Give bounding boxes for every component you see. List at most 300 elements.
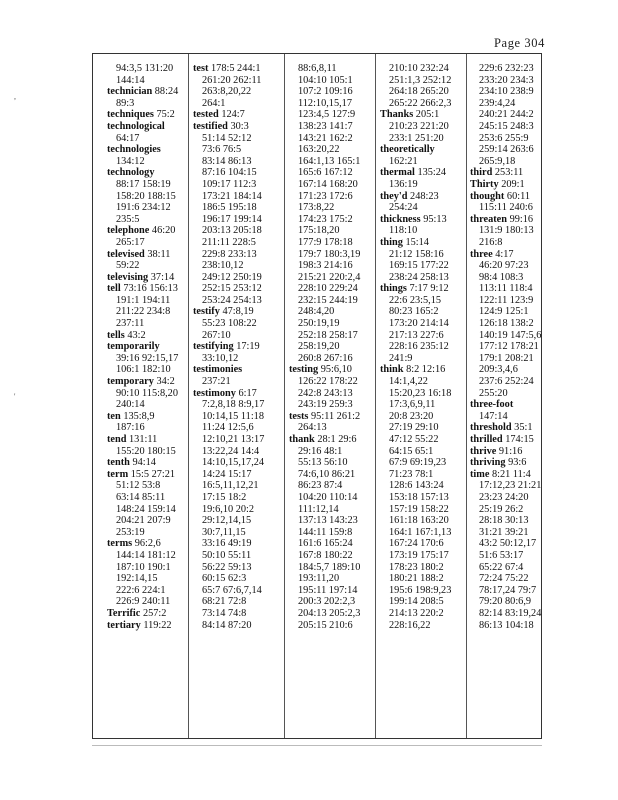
- index-entry: [107, 620, 178, 632]
- index-entry: [380, 364, 451, 376]
- entry-term: testimonies: [193, 364, 243, 376]
- entry-term: tenth: [107, 457, 130, 469]
- entry-continuation: 253:19: [116, 526, 145, 538]
- entry-continuation: 126:22 178:22: [298, 376, 358, 388]
- entry-continuation: 111:12,14: [298, 503, 339, 515]
- entry-continuation: 191:6 234:12: [116, 202, 171, 214]
- entry-term: testifying: [193, 341, 234, 353]
- entry-refs: 30:3: [230, 120, 249, 132]
- entry-continuation: 98:4 108:3: [479, 271, 524, 283]
- index-entry: [193, 364, 264, 376]
- index-entry: [107, 249, 178, 261]
- entry-continuation: 195:6 198:9,23: [389, 584, 452, 596]
- index-entry: [107, 109, 178, 121]
- entry-continuation: 23:23 24:20: [479, 491, 529, 503]
- index-entry: [107, 376, 178, 388]
- entry-term: Terrific: [107, 607, 141, 619]
- entry-refs: 88:24: [154, 86, 179, 98]
- entry-continuation: 211:22 234:8: [116, 306, 171, 318]
- entry-term: theoretically: [380, 144, 435, 156]
- entry-continuation: 13:22,24 14:4: [202, 445, 260, 457]
- entry-continuation: 138:23 141:7: [298, 120, 353, 132]
- entry-continuation: 229:6 232:23: [479, 63, 534, 74]
- index-entry: [380, 167, 451, 179]
- entry-continuation: 155:20 180:15: [116, 445, 176, 457]
- entry-continuation: 254:24: [389, 202, 418, 214]
- index-entry: [470, 179, 541, 191]
- entry-continuation: 104:10 105:1: [298, 74, 353, 86]
- entry-continuation: 12:10,21 13:17: [202, 434, 265, 445]
- entry-continuation: 74:6,10 86:21: [298, 468, 356, 480]
- entry-continuation: 51:12 53:8: [116, 480, 161, 492]
- entry-term: tertiary: [107, 619, 141, 631]
- entry-refs: 94:14: [132, 457, 156, 469]
- entry-continuation: 14:1,4,22: [389, 376, 428, 388]
- entry-continuation: 55:23 108:22: [202, 318, 257, 330]
- entry-refs: 257:2: [142, 607, 167, 619]
- entry-continuation: 78:17,24 79:7: [479, 584, 537, 596]
- entry-continuation: 191:1 194:11: [116, 294, 171, 306]
- entry-continuation: 67:9 69:19,23: [389, 457, 447, 469]
- index-entry: [107, 283, 178, 295]
- entry-continuation: 180:21 188:2: [389, 573, 444, 585]
- entry-refs: 124:7: [221, 109, 245, 121]
- index-entry: [470, 399, 541, 411]
- entry-term: temporarily: [107, 341, 160, 353]
- column-divider: [466, 54, 467, 738]
- entry-refs: 95:6,10: [320, 364, 352, 376]
- entry-continuation: 237:11: [116, 318, 145, 330]
- entry-continuation: 258:19,20: [298, 341, 340, 353]
- entry-continuation: 11:24 12:5,6: [202, 422, 254, 434]
- entry-continuation: 89:3: [116, 97, 135, 109]
- entry-refs: 99:16: [509, 213, 534, 225]
- entry-continuation: 233:1 251:20: [389, 132, 444, 144]
- index-entry: [107, 457, 178, 469]
- entry-refs: 119:22: [143, 619, 172, 631]
- entry-continuation: 88:17 158:19: [116, 178, 171, 190]
- entry-continuation: 29:12,14,15: [202, 515, 252, 527]
- entry-continuation: 209:3,4,6: [479, 364, 518, 376]
- entry-continuation: 265:22 266:2,3: [389, 97, 452, 109]
- entry-refs: 93:6: [508, 457, 527, 469]
- index-entry: [193, 109, 264, 121]
- entry-refs: 8:2 12:16: [406, 364, 446, 376]
- entry-term: tell: [107, 283, 121, 295]
- entry-continuation: 210:23 221:20: [389, 120, 449, 132]
- entry-refs: 135:24: [417, 167, 447, 179]
- entry-continuation: 265:9,18: [479, 155, 516, 167]
- entry-continuation: 204:21 207:9: [116, 515, 171, 527]
- entry-continuation: 20:8 23:20: [389, 410, 434, 422]
- entry-continuation: 124:9 125:1: [479, 306, 529, 318]
- entry-continuation: 177:12 178:21: [479, 341, 539, 353]
- entry-continuation: 158:20 188:15: [116, 190, 176, 202]
- entry-term: televised: [107, 248, 145, 260]
- entry-refs: 38:11: [147, 248, 171, 260]
- entry-continuation: 251:1,3 252:12: [389, 74, 452, 86]
- entry-continuation: 167:24 170:6: [389, 538, 444, 550]
- entry-continuation: 186:5 195:18: [202, 202, 257, 214]
- entry-continuation: 196:17 199:14: [202, 213, 262, 225]
- entry-continuation: 122:11 123:9: [479, 294, 534, 306]
- entry-continuation: 239:4,24: [479, 97, 516, 109]
- entry-term: things: [380, 283, 407, 295]
- entry-continuation: 33:10,12: [202, 352, 239, 364]
- entry-continuation: 47:12 55:22: [389, 434, 439, 445]
- entry-continuation: 264:13: [298, 422, 327, 434]
- index-entry: [193, 63, 264, 75]
- entry-continuation: 173:19 175:17: [389, 549, 449, 561]
- entry-continuation: 237:21: [202, 376, 231, 388]
- entry-continuation: 179:1 208:21: [479, 352, 534, 364]
- entry-continuation: 90:10 115:8,20: [116, 387, 178, 399]
- index-column: [107, 63, 178, 631]
- entry-continuation: 174:23 175:2: [298, 213, 353, 225]
- index-entry: [289, 434, 360, 446]
- entry-refs: 15:14: [405, 236, 429, 248]
- entry-continuation: 164:1,13 165:1: [298, 155, 361, 167]
- entry-term: ten: [107, 410, 121, 422]
- index-entry: [470, 214, 541, 226]
- entry-refs: 209:1: [501, 178, 525, 190]
- entry-term: threshold: [470, 422, 512, 434]
- entry-refs: 95:11 261:2: [311, 410, 361, 422]
- entry-continuation: 178:23 180:2: [389, 561, 444, 573]
- entry-continuation: 144:14 181:12: [116, 549, 176, 561]
- entry-continuation: 63:14 85:11: [116, 491, 166, 503]
- entry-continuation: 50:10 55:11: [202, 549, 252, 561]
- entry-term: technician: [107, 86, 153, 98]
- entry-continuation: 123:4,5 127:9: [298, 109, 356, 121]
- index-entry: [107, 608, 178, 620]
- entry-refs: 15:5 27:21: [130, 468, 176, 480]
- index-entry: [193, 341, 264, 353]
- entry-continuation: 153:18 157:13: [389, 491, 449, 503]
- entry-continuation: 83:14 86:13: [202, 155, 252, 167]
- entry-continuation: 56:22 59:13: [202, 561, 252, 573]
- index-column: [470, 63, 541, 631]
- entry-refs: 91:16: [498, 445, 523, 457]
- entry-continuation: 16:5,11,12,21: [202, 480, 259, 492]
- entry-continuation: 267:10: [202, 329, 231, 341]
- entry-term: temporary: [107, 376, 154, 388]
- entry-term: tend: [107, 434, 127, 445]
- entry-continuation: 169:15 177:22: [389, 260, 449, 272]
- entry-continuation: 14:10,15,17,24: [202, 457, 265, 469]
- entry-continuation: 17:15 18:2: [202, 491, 247, 503]
- entry-term: three-foot: [470, 399, 514, 411]
- entry-continuation: 17:3,6,9,11: [389, 399, 436, 411]
- entry-continuation: 204:13 205:2,3: [298, 607, 361, 619]
- entry-continuation: 28:18 30:13: [479, 515, 529, 527]
- entry-continuation: 144:11 159:8: [298, 526, 353, 538]
- entry-continuation: 136:19: [389, 178, 418, 190]
- index-column: [380, 63, 451, 631]
- entry-continuation: 106:1 182:10: [116, 364, 171, 376]
- margin-mark: ,: [14, 92, 16, 101]
- index-entry: [107, 121, 178, 133]
- entry-continuation: 64:15 65:1: [389, 445, 434, 457]
- index-entry: [107, 330, 178, 342]
- entry-continuation: 128:6 143:24: [389, 480, 444, 492]
- entry-continuation: 199:14 208:5: [389, 596, 444, 608]
- entry-continuation: 115:11 240:6: [479, 202, 533, 214]
- entry-continuation: 164:1 167:1,13: [389, 526, 452, 538]
- entry-continuation: 211:11 228:5: [202, 236, 256, 248]
- entry-refs: 205:1: [415, 109, 440, 121]
- entry-continuation: 260:8 267:16: [298, 352, 353, 364]
- entry-continuation: 198:3 214:16: [298, 260, 353, 272]
- entry-continuation: 167:8 180:22: [298, 549, 353, 561]
- margin-mark: ': [14, 392, 16, 401]
- index-entry: [107, 538, 178, 550]
- index-entry: [107, 469, 178, 481]
- entry-refs: 174:15: [505, 434, 534, 445]
- entry-continuation: 10:14,15 11:18: [202, 410, 264, 422]
- entry-continuation: 31:21 39:21: [479, 526, 529, 538]
- entry-refs: 60:11: [506, 190, 530, 202]
- entry-continuation: 173:8,22: [298, 202, 335, 214]
- entry-continuation: 162:21: [389, 155, 418, 167]
- entry-term: tells: [107, 329, 125, 341]
- entry-refs: 95:13: [423, 213, 447, 225]
- entry-term: thing: [380, 236, 403, 248]
- entry-refs: 4:17: [495, 248, 514, 260]
- entry-refs: 6:17: [238, 387, 257, 399]
- index-entry: [380, 214, 451, 226]
- entry-continuation: 235:5: [116, 213, 140, 225]
- entry-continuation: 157:19 158:22: [389, 503, 449, 515]
- entry-continuation: 263:8,20,22: [202, 86, 252, 98]
- entry-continuation: 255:20: [479, 387, 508, 399]
- index-entry: [380, 237, 451, 249]
- entry-refs: 34:2: [156, 376, 175, 388]
- entry-refs: 135:8,9: [123, 410, 155, 422]
- index-entry: [470, 422, 541, 434]
- entry-continuation: 88:6,8,11: [298, 63, 337, 74]
- entry-continuation: 245:15 248:3: [479, 120, 534, 132]
- entry-continuation: 264:1: [202, 97, 226, 109]
- entry-refs: 248:23: [410, 190, 439, 202]
- column-divider: [284, 54, 285, 738]
- entry-continuation: 86:23 87:4: [298, 480, 343, 492]
- entry-continuation: 14:24 15:17: [202, 468, 252, 480]
- entry-refs: 7:17 9:12: [409, 283, 449, 295]
- index-entry: [470, 191, 541, 203]
- entry-continuation: 243:19 259:3: [298, 399, 353, 411]
- column-divider: [375, 54, 376, 738]
- entry-continuation: 22:6 23:5,15: [389, 294, 442, 306]
- entry-continuation: 71:23 78:1: [389, 468, 434, 480]
- index-entry: [193, 121, 264, 133]
- entry-continuation: 43:2 50:12,17: [479, 538, 537, 550]
- entry-continuation: 113:11 118:4: [479, 283, 533, 295]
- entry-term: terms: [107, 538, 133, 550]
- entry-continuation: 68:21 72:8: [202, 596, 247, 608]
- entry-continuation: 30:7,11,15: [202, 526, 246, 538]
- entry-continuation: 73:6 76:5: [202, 144, 242, 156]
- entry-term: thriving: [470, 457, 506, 469]
- entry-continuation: 80:23 165:2: [389, 306, 439, 318]
- entry-refs: 17:19: [236, 341, 260, 353]
- entry-term: thermal: [380, 167, 415, 179]
- index-entry: [470, 446, 541, 458]
- entry-continuation: 51:6 53:17: [479, 549, 524, 561]
- entry-continuation: 107:2 109:16: [298, 86, 353, 98]
- entry-continuation: 259:14 263:6: [479, 144, 534, 156]
- entry-continuation: 143:21 162:2: [298, 132, 353, 144]
- entry-continuation: 82:14 83:19,24: [479, 607, 542, 619]
- entry-continuation: 144:14: [116, 74, 145, 86]
- entry-continuation: 86:13 104:18: [479, 619, 534, 631]
- entry-term: term: [107, 468, 129, 480]
- entry-continuation: 253:6 255:9: [479, 132, 529, 144]
- entry-continuation: 200:3 202:2,3: [298, 596, 356, 608]
- entry-term: three: [470, 248, 493, 260]
- entry-continuation: 240:14: [116, 399, 145, 411]
- entry-continuation: 192:14,15: [116, 573, 158, 585]
- entry-continuation: 104:20 110:14: [298, 491, 358, 503]
- entry-continuation: 241:9: [389, 352, 413, 364]
- entry-continuation: 228:16,22: [389, 619, 431, 631]
- entry-continuation: 175:18,20: [298, 225, 340, 237]
- entry-continuation: 73:14 74:8: [202, 607, 247, 619]
- index-entry: [470, 249, 541, 261]
- entry-continuation: 203:13 205:18: [202, 225, 262, 237]
- entry-continuation: 187:10 190:1: [116, 561, 171, 573]
- entry-term: Thirty: [470, 178, 499, 190]
- entry-continuation: 173:21 184:14: [202, 190, 262, 202]
- entry-continuation: 19:6,10 20:2: [202, 503, 255, 515]
- entry-term: testify: [193, 306, 220, 318]
- entry-term: testimony: [193, 387, 236, 399]
- entry-term: testing: [289, 364, 319, 376]
- index-entry: [470, 434, 541, 446]
- entry-continuation: 184:5,7 189:10: [298, 561, 361, 573]
- index-entry: [193, 306, 264, 318]
- entry-term: thought: [470, 190, 505, 202]
- entry-continuation: 17:12,23 21:21: [479, 480, 542, 492]
- entry-continuation: 214:13 220:2: [389, 607, 444, 619]
- index-entry: [289, 411, 360, 423]
- entry-refs: 43:2: [127, 329, 146, 341]
- entry-continuation: 228:10 229:24: [298, 283, 358, 295]
- entry-refs: 46:20: [151, 225, 176, 237]
- entry-term: technological: [107, 120, 165, 132]
- entry-continuation: 210:10 232:24: [389, 63, 449, 74]
- entry-continuation: 161:6 165:24: [298, 538, 353, 550]
- entry-continuation: 226:9 240:11: [116, 596, 171, 608]
- entry-continuation: 238:24 258:13: [389, 271, 449, 283]
- index-entry: [107, 225, 178, 237]
- entry-continuation: 165:6 167:12: [298, 167, 353, 179]
- entry-continuation: 250:19,19: [298, 318, 340, 330]
- entry-continuation: 59:22: [116, 260, 140, 272]
- entry-continuation: 179:7 180:3,19: [298, 248, 361, 260]
- entry-continuation: 249:12 250:19: [202, 271, 262, 283]
- entry-continuation: 232:15 244:19: [298, 294, 358, 306]
- entry-continuation: 217:13 227:6: [389, 329, 444, 341]
- entry-continuation: 27:19 29:10: [389, 422, 439, 434]
- index-entry: [470, 457, 541, 469]
- entry-continuation: 264:18 265:20: [389, 86, 449, 98]
- entry-continuation: 118:10: [389, 225, 418, 237]
- entry-term: test: [193, 63, 209, 74]
- entry-refs: 131:11: [129, 434, 158, 445]
- entry-continuation: 72:24 75:22: [479, 573, 529, 585]
- index-entry: [380, 144, 451, 156]
- entry-continuation: 87:16 104:15: [202, 167, 257, 179]
- entry-term: testified: [193, 120, 228, 132]
- index-entry: [107, 411, 178, 423]
- entry-term: think: [380, 364, 404, 376]
- entry-continuation: 147:14: [479, 410, 508, 422]
- entry-term: tested: [193, 109, 219, 121]
- entry-refs: 73:16 156:13: [123, 283, 178, 295]
- entry-continuation: 25:19 26:2: [479, 503, 524, 515]
- entry-term: thrive: [470, 445, 497, 457]
- entry-continuation: 29:16 48:1: [298, 445, 343, 457]
- entry-continuation: 229:8 233:13: [202, 248, 257, 260]
- entry-continuation: 137:13 143:23: [298, 515, 358, 527]
- entry-continuation: 112:10,15,17: [298, 97, 352, 109]
- entry-continuation: 253:24 254:13: [202, 294, 262, 306]
- index-entry: [380, 191, 451, 203]
- entry-continuation: 237:6 252:24: [479, 376, 534, 388]
- index-entry: [470, 469, 541, 481]
- entry-term: time: [470, 468, 490, 480]
- index-frame: [92, 53, 542, 739]
- entry-refs: 75:2: [156, 109, 175, 121]
- entry-continuation: 109:17 112:3: [202, 178, 257, 190]
- page-label: Page 304: [494, 36, 545, 50]
- index-entry: [107, 434, 178, 446]
- index-entry: [470, 167, 541, 179]
- entry-refs: 28:1 29:6: [317, 434, 357, 445]
- index-entry: [107, 341, 178, 353]
- entry-continuation: 233:20 234:3: [479, 74, 534, 86]
- entry-continuation: 252:18 258:17: [298, 329, 358, 341]
- entry-continuation: 51:14 52:12: [202, 132, 252, 144]
- entry-continuation: 248:4,20: [298, 306, 335, 318]
- index-entry: [380, 283, 451, 295]
- entry-term: thank: [289, 434, 315, 445]
- index-entry: [107, 167, 178, 179]
- index-column: [289, 63, 360, 631]
- entry-continuation: 46:20 97:23: [479, 260, 529, 272]
- entry-continuation: 228:16 235:12: [389, 341, 449, 353]
- entry-continuation: 187:16: [116, 422, 145, 434]
- entry-continuation: 148:24 159:14: [116, 503, 176, 515]
- entry-refs: 8:21 11:4: [492, 468, 531, 480]
- index-entry: [380, 109, 451, 121]
- entry-continuation: 163:20,22: [298, 144, 340, 156]
- entry-term: telephone: [107, 225, 150, 237]
- entry-continuation: 60:15 62:3: [202, 573, 247, 585]
- entry-continuation: 222:6 224:1: [116, 584, 166, 596]
- index-column: [193, 63, 264, 631]
- entry-continuation: 195:11 197:14: [298, 584, 358, 596]
- entry-continuation: 7:2,8,18 8:9,17: [202, 399, 265, 411]
- entry-term: threaten: [470, 213, 507, 225]
- entry-continuation: 265:17: [116, 236, 145, 248]
- entry-continuation: 161:18 163:20: [389, 515, 449, 527]
- entry-continuation: 242:8 243:13: [298, 387, 353, 399]
- entry-continuation: 238:10,12: [202, 260, 244, 272]
- entry-continuation: 131:9 180:13: [479, 225, 534, 237]
- index-entry: [107, 272, 178, 284]
